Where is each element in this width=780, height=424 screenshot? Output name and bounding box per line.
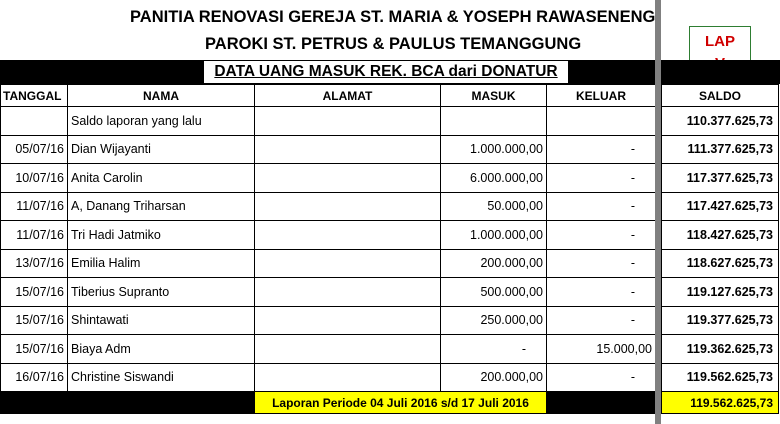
cell-masuk[interactable]: [441, 107, 547, 136]
header-band-right: [661, 60, 780, 84]
cell-nama[interactable]: Dian Wijayanti: [68, 135, 255, 164]
cell-saldo[interactable]: 119.127.625,73: [662, 278, 779, 307]
table-header-row: [1, 85, 656, 107]
cell-tanggal[interactable]: 15/07/16: [1, 335, 68, 364]
cell-alamat[interactable]: [255, 306, 441, 335]
cell-tanggal[interactable]: 11/07/16: [1, 192, 68, 221]
footer-cell-empty[interactable]: [68, 392, 255, 414]
saldo-row: [662, 164, 779, 193]
cell-tanggal[interactable]: 05/07/16: [1, 135, 68, 164]
col-header-tanggal[interactable]: TANGGAL: [1, 85, 68, 107]
cell-alamat[interactable]: [255, 335, 441, 364]
cell-keluar[interactable]: -: [547, 278, 656, 307]
table-row: [1, 278, 656, 307]
saldo-row: [662, 335, 779, 364]
cell-keluar[interactable]: -: [547, 249, 656, 278]
cell-saldo[interactable]: 118.627.625,73: [662, 249, 779, 278]
title-line-2: PAROKI ST. PETRUS & PAULUS TEMANGGUNG: [205, 35, 582, 53]
cell-masuk[interactable]: 200.000,00: [441, 249, 547, 278]
cell-tanggal[interactable]: 15/07/16: [1, 278, 68, 307]
cell-saldo[interactable]: 119.362.625,73: [662, 335, 779, 364]
cell-tanggal[interactable]: 16/07/16: [1, 363, 68, 392]
cell-tanggal[interactable]: 15/07/16: [1, 306, 68, 335]
report-subtitle: DATA UANG MASUK REK. BCA dari DONATUR: [204, 61, 568, 83]
table-row: [1, 221, 656, 250]
cell-keluar[interactable]: -: [547, 306, 656, 335]
saldo-row: [662, 249, 779, 278]
saldo-row: [662, 107, 779, 136]
cell-saldo[interactable]: 119.562.625,73: [662, 363, 779, 392]
transactions-table: [0, 84, 656, 414]
cell-alamat[interactable]: [255, 278, 441, 307]
cell-tanggal[interactable]: 13/07/16: [1, 249, 68, 278]
cell-saldo[interactable]: 117.377.625,73: [662, 164, 779, 193]
cell-masuk[interactable]: -: [441, 335, 547, 364]
table-row: [1, 306, 656, 335]
saldo-row: [662, 135, 779, 164]
cell-keluar[interactable]: -: [547, 164, 656, 193]
cell-alamat[interactable]: [255, 249, 441, 278]
table-row: [1, 107, 656, 136]
cell-saldo[interactable]: 119.377.625,73: [662, 306, 779, 335]
cell-keluar[interactable]: -: [547, 221, 656, 250]
cell-masuk[interactable]: 250.000,00: [441, 306, 547, 335]
cell-alamat[interactable]: [255, 107, 441, 136]
table-row: [1, 135, 656, 164]
cell-tanggal[interactable]: 11/07/16: [1, 221, 68, 250]
saldo-table: [661, 84, 779, 414]
col-header-saldo[interactable]: SALDO: [662, 85, 779, 107]
footer-row: [1, 392, 656, 414]
cell-saldo[interactable]: 110.377.625,73: [662, 107, 779, 136]
cell-nama[interactable]: Tiberius Supranto: [68, 278, 255, 307]
cell-alamat[interactable]: [255, 221, 441, 250]
cell-nama[interactable]: Biaya Adm: [68, 335, 255, 364]
cell-nama[interactable]: A, Danang Triharsan: [68, 192, 255, 221]
cell-keluar[interactable]: 15.000,00: [547, 335, 656, 364]
cell-alamat[interactable]: [255, 363, 441, 392]
lap-badge-line1: LAP: [705, 33, 735, 50]
cell-keluar[interactable]: -: [547, 135, 656, 164]
cell-masuk[interactable]: 6.000.000,00: [441, 164, 547, 193]
saldo-row: [662, 221, 779, 250]
saldo-row: [662, 363, 779, 392]
table-row: [1, 363, 656, 392]
col-header-nama[interactable]: NAMA: [68, 85, 255, 107]
cell-tanggal[interactable]: [1, 107, 68, 136]
saldo-row: [662, 278, 779, 307]
saldo-footer-row: [662, 392, 779, 414]
saldo-row: [662, 192, 779, 221]
table-row: [1, 164, 656, 193]
cell-nama[interactable]: Anita Carolin: [68, 164, 255, 193]
cell-alamat[interactable]: [255, 192, 441, 221]
cell-keluar[interactable]: [547, 107, 656, 136]
title-line-1: PANITIA RENOVASI GEREJA ST. MARIA & YOSEPH RAWASENENG: [130, 8, 656, 26]
table-row: [1, 249, 656, 278]
saldo-row: [662, 306, 779, 335]
col-header-keluar[interactable]: KELUAR: [547, 85, 656, 107]
cell-nama[interactable]: Christine Siswandi: [68, 363, 255, 392]
cell-nama[interactable]: Saldo laporan yang lalu: [68, 107, 255, 136]
cell-keluar[interactable]: -: [547, 192, 656, 221]
cell-masuk[interactable]: 200.000,00: [441, 363, 547, 392]
cell-masuk[interactable]: 1.000.000,00: [441, 135, 547, 164]
cell-masuk[interactable]: 1.000.000,00: [441, 221, 547, 250]
cell-masuk[interactable]: 500.000,00: [441, 278, 547, 307]
cell-alamat[interactable]: [255, 164, 441, 193]
cell-saldo[interactable]: 117.427.625,73: [662, 192, 779, 221]
col-header-alamat[interactable]: ALAMAT: [255, 85, 441, 107]
table-row: [1, 335, 656, 364]
col-header-masuk[interactable]: MASUK: [441, 85, 547, 107]
cell-masuk[interactable]: 50.000,00: [441, 192, 547, 221]
cell-alamat[interactable]: [255, 135, 441, 164]
footer-cell-empty[interactable]: [1, 392, 68, 414]
frozen-pane-divider[interactable]: [655, 0, 661, 424]
cell-tanggal[interactable]: 10/07/16: [1, 164, 68, 193]
footer-cell-empty[interactable]: [547, 392, 656, 414]
period-label[interactable]: Laporan Periode 04 Juli 2016 s/d 17 Juli 2016: [255, 392, 547, 414]
cell-saldo[interactable]: 111.377.625,73: [662, 135, 779, 164]
total-saldo[interactable]: 119.562.625,73: [662, 392, 779, 414]
cell-saldo[interactable]: 118.427.625,73: [662, 221, 779, 250]
cell-nama[interactable]: Emilia Halim: [68, 249, 255, 278]
cell-nama[interactable]: Tri Hadi Jatmiko: [68, 221, 255, 250]
cell-keluar[interactable]: -: [547, 363, 656, 392]
cell-nama[interactable]: Shintawati: [68, 306, 255, 335]
saldo-header-row: [662, 85, 779, 107]
table-row: [1, 192, 656, 221]
